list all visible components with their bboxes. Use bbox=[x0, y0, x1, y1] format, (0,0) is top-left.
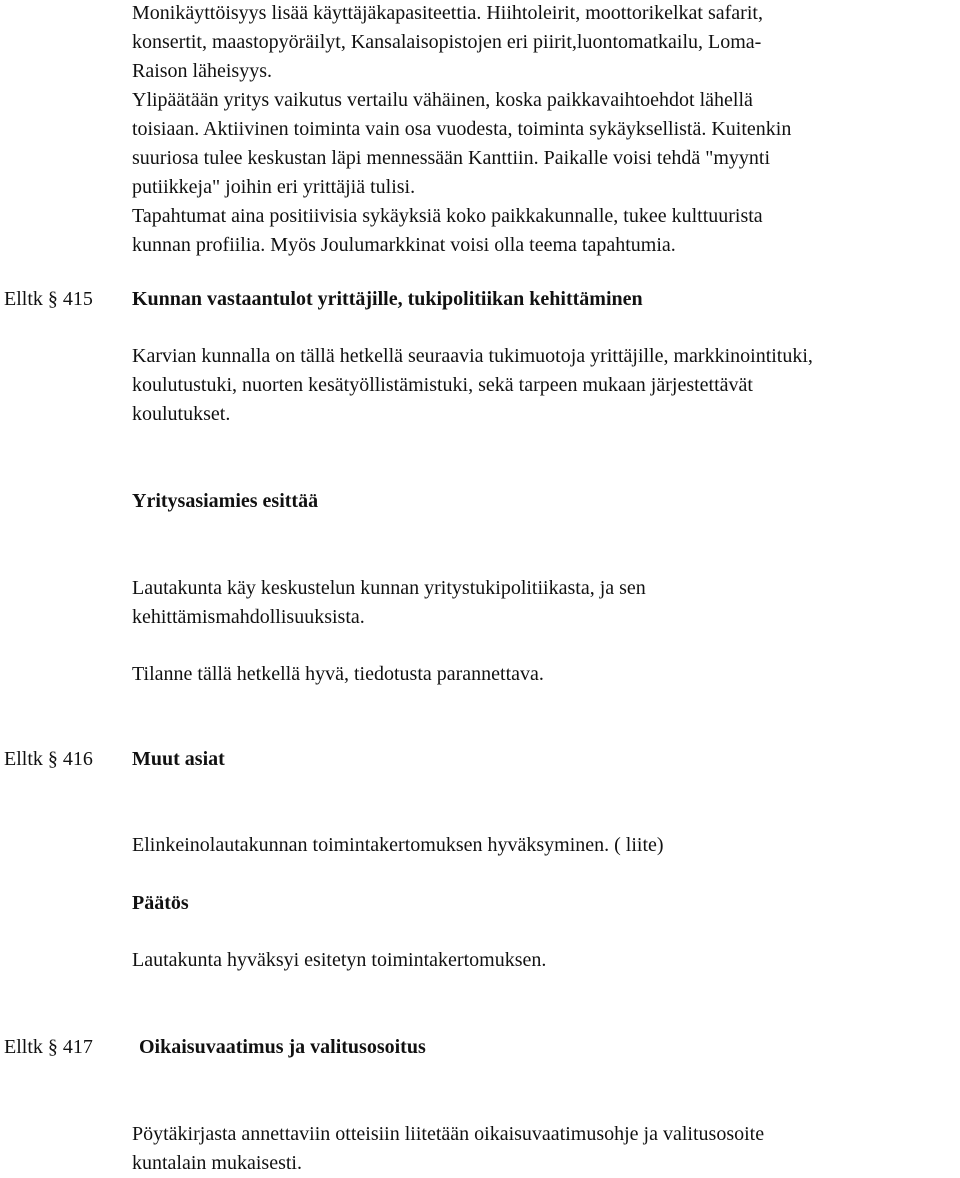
proposal-heading: Yritysasiamies esittää bbox=[132, 490, 319, 512]
section-title-417: Oikaisuvaatimus ja valitusosoitus bbox=[139, 1036, 426, 1058]
proposal-body: Lautakunta käy keskustelun kunnan yritystukipolitiikasta, ja sen kehittämismahdollisuuksista. bbox=[132, 577, 646, 628]
status-note: Tilanne tällä hetkellä hyvä, tiedotusta parannettava. bbox=[132, 663, 544, 685]
decision-heading: Päätös bbox=[132, 892, 189, 914]
section-label-416: Elltk § 416 bbox=[4, 748, 93, 770]
decision-body: Lautakunta hyväksyi esitetyn toimintakertomuksen. bbox=[132, 949, 547, 971]
section-label-415: Elltk § 415 bbox=[4, 288, 93, 310]
section-title-415: Kunnan vastaantulot yrittäjille, tukipolitiikan kehittäminen bbox=[132, 288, 643, 310]
section-title-416: Muut asiat bbox=[132, 748, 225, 770]
section-body-416: Elinkeinolautakunnan toimintakertomuksen hyväksyminen. ( liite) bbox=[132, 834, 664, 856]
section-label-417: Elltk § 417 bbox=[4, 1036, 93, 1058]
intro-paragraph: Monikäyttöisyys lisää käyttäjäkapasiteettia. Hiihtoleirit, moottorikelkat safarit, konsertit, maastopyöräilyt, Kansalaisopistojen eri piirit,luontomatkailu, Loma- Raison läheisyys. Ylipäätään yritys vaikutus vertailu vähäinen, koska paikkavaihtoehdot lähellä toisiaan. Aktiivinen toiminta vain osa vuodesta, toiminta sykäyksellistä. Kuitenkin suuriosa tulee keskustan läpi mennessään Kanttiin. Paikalle voisi tehdä "myynti putiikkeja" joihin eri yrittäjiä tulisi. Tapahtumat aina positiivisia sykäyksiä koko paikkakunnalle, tukee kulttuurista kunnan profiilia. Myös Joulumarkkinat voisi olla teema tapahtumia. bbox=[132, 2, 792, 256]
section-body-415: Karvian kunnalla on tällä hetkellä seuraavia tukimuotoja yrittäjille, markkinointituki, koulutustuki, nuorten kesätyöllistämistuki, sekä tarpeen mukaan järjestettävät koulutukset. bbox=[132, 345, 813, 425]
section-body-417: Pöytäkirjasta annettaviin otteisiin liitetään oikaisuvaatimusohje ja valitusosoite kuntalain mukaisesti. bbox=[132, 1123, 765, 1174]
